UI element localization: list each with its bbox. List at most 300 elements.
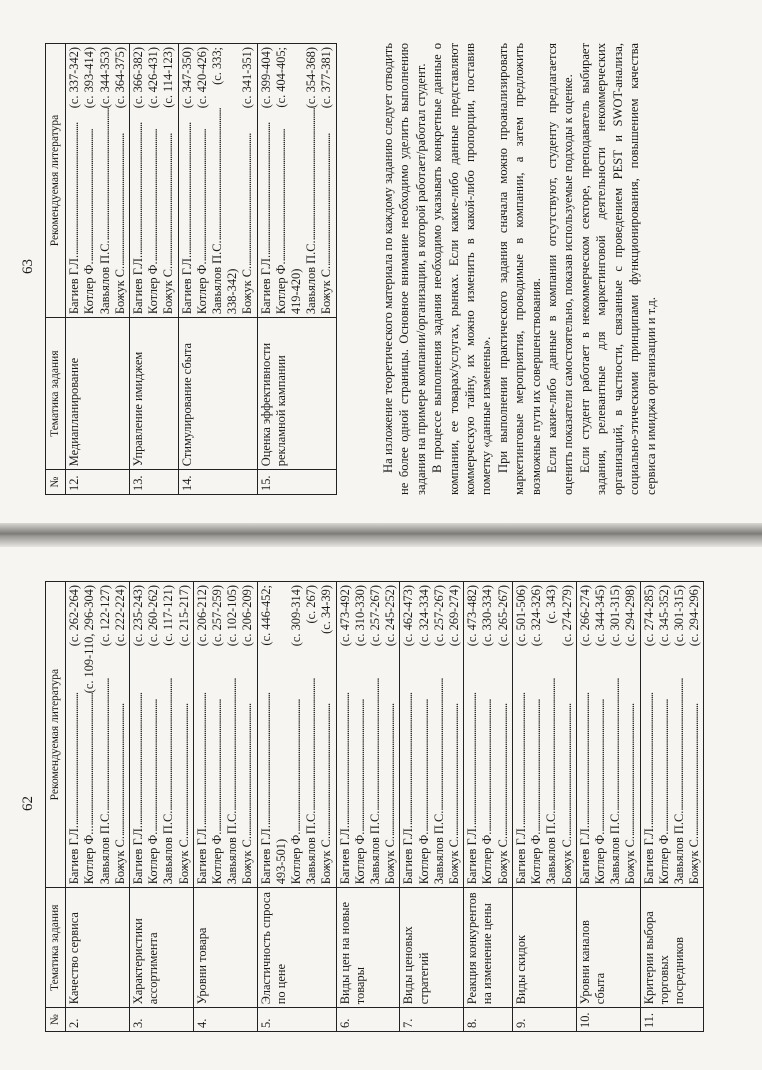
reference-author: Багиев Г.Л. — [67, 254, 82, 315]
leader-dots — [529, 646, 544, 831]
reference-pages: (с. 377-381) — [319, 47, 334, 109]
reference-author: Завьялов П.С. — [97, 810, 112, 885]
reference-author: Божук С. — [112, 836, 127, 885]
leader-dots — [465, 646, 480, 825]
leader-dots — [161, 108, 176, 266]
leader-dots — [560, 646, 575, 836]
reference-pages: (с. 102-105) — [225, 585, 240, 647]
header-refs: Рекомендуемая литература — [46, 44, 66, 318]
reference-line — [480, 585, 495, 884]
reference-pages: (с. 324-326) — [529, 585, 544, 647]
reference-pages: (с. 344-345) — [592, 585, 607, 647]
leader-dots — [67, 108, 82, 255]
reference-author: Котлер Ф. — [82, 261, 97, 315]
row-number: 11. — [640, 1008, 704, 1032]
leader-dots — [210, 85, 225, 241]
body-text — [380, 43, 659, 495]
leader-dots — [401, 646, 416, 825]
reference-line — [195, 585, 210, 884]
row-references — [576, 582, 640, 888]
header-topic: Тематика задания — [46, 318, 66, 470]
row-number: 13. — [130, 470, 179, 495]
reference-line — [67, 585, 82, 884]
reference-author: Котлер Ф... — [82, 825, 97, 885]
leader-dots — [304, 624, 319, 811]
reference-pages: (с. 366-382) — [131, 47, 146, 109]
reference-line — [608, 585, 623, 884]
reference-line — [465, 585, 480, 884]
reference-line — [304, 47, 319, 314]
page-number: 62 — [20, 796, 36, 811]
reference-author: Божук С. — [319, 265, 334, 315]
reference-pages: (с. 294-296) — [687, 585, 702, 647]
leader-dots — [593, 646, 608, 831]
row-references — [130, 582, 194, 888]
row-topic: Уровни товара — [193, 888, 257, 1008]
reference-line — [82, 585, 97, 884]
row-topic: Критерии выбора торговых посредников — [640, 888, 704, 1008]
reference-line — [161, 585, 176, 884]
reference-line — [447, 585, 462, 884]
leader-dots — [113, 108, 128, 266]
reference-author: Котлер Ф. — [146, 261, 161, 315]
reference-pages: (с. 393-414) — [82, 47, 97, 109]
row-topic: Виды скидок — [512, 888, 576, 1008]
reference-line — [529, 585, 544, 884]
reference-line — [368, 585, 383, 884]
reference-line — [289, 585, 304, 884]
leader-dots — [623, 646, 638, 836]
reference-pages: (с. 260-262) — [146, 585, 161, 647]
reference-line — [544, 585, 559, 884]
reference-author: Божук С. — [559, 836, 574, 885]
reference-author: Божук С. — [240, 265, 255, 315]
reference-pages: (с. 404-405; — [273, 47, 288, 108]
leader-dots — [240, 646, 255, 836]
reference-author: Божук С. — [383, 836, 398, 885]
reference-pages: (с. 347-350) — [179, 47, 194, 109]
reference-pages: (с. 324-334) — [416, 585, 431, 647]
row-references — [257, 582, 336, 888]
reference-pages: (с. 109-110, 296-304) — [82, 585, 97, 694]
leader-dots — [319, 108, 334, 266]
paragraph: Если какие-либо данные в компании отсутствуют, студенту предлагается оценить показатели самостоятельно, показав используемые подходы к оценке. — [545, 43, 576, 495]
reference-pages: (с. 446-452; — [258, 585, 273, 646]
reference-author: Багиев Г.Л. — [465, 825, 480, 885]
reference-author: Божук С. — [623, 836, 638, 885]
reference-line — [146, 585, 161, 884]
reference-line — [98, 585, 113, 884]
reference-author: 338-342) — [225, 268, 240, 315]
reference-author: Божук С. — [447, 836, 462, 885]
row-references — [400, 582, 464, 888]
row-references — [464, 582, 513, 888]
assignments-table — [45, 43, 337, 495]
reference-line — [593, 585, 608, 884]
reference-author: Божук С. — [687, 836, 702, 885]
right-page — [0, 0, 762, 533]
reference-line — [225, 47, 240, 314]
reference-pages: (с. 274-285) — [641, 585, 656, 647]
reference-line — [240, 585, 255, 884]
leader-dots — [131, 108, 146, 255]
row-topic: Уровни каналов сбыта — [576, 888, 640, 1008]
reference-pages: (с. 266-274) — [577, 585, 592, 647]
reference-author: Багиев Г.Л. — [641, 825, 656, 885]
reference-line — [578, 585, 593, 884]
reference-pages: (с. 235-243) — [131, 585, 146, 647]
leader-dots — [98, 646, 113, 810]
reference-pages: (с. 344-353) — [97, 47, 112, 109]
row-topic: Стимулирование сбыта — [178, 318, 257, 470]
reference-pages: (с. 473-492) — [337, 585, 352, 647]
leader-dots — [304, 108, 319, 240]
reference-pages: (с. 462-473) — [401, 585, 416, 647]
reference-pages: (с. 310-330) — [352, 585, 367, 647]
reference-line — [131, 585, 146, 884]
leader-dots — [544, 624, 559, 811]
reference-author: Котлер Ф. — [273, 261, 288, 315]
leader-dots — [319, 634, 334, 836]
paragraph: В процессе выполнения задания необходимо указывать конкретные данные о компании, ее товарах/услугах, рынках. Если какие-либо данные представляют коммерческую тайну, их можно изменить в какой-либо пропорции, поставив пометку «данные изменены». — [430, 43, 494, 495]
reference-pages: (с. 274-279) — [559, 585, 574, 647]
leader-dots — [447, 646, 462, 836]
leader-dots — [210, 646, 225, 831]
row-references — [512, 582, 576, 888]
reference-author: Котлер Ф. — [146, 831, 161, 885]
reference-line — [417, 585, 432, 884]
row-topic: Оценка эффективности рекламной кампании — [257, 318, 336, 470]
reference-author: Багиев Г.Л. — [401, 825, 416, 885]
leader-dots — [98, 108, 113, 240]
leader-dots — [338, 646, 353, 825]
table-row — [512, 582, 576, 1032]
table-row — [130, 44, 179, 495]
table-row — [257, 582, 336, 1032]
reference-pages: (с. 122-127) — [97, 585, 112, 647]
reference-line — [180, 47, 195, 314]
reference-pages: (с. 206-209) — [240, 585, 255, 647]
reference-pages: (с. 114-123) — [161, 47, 176, 108]
reference-line — [131, 47, 146, 314]
reference-line — [259, 585, 274, 884]
row-references — [336, 582, 400, 888]
book-gutter — [0, 523, 762, 547]
leader-dots — [480, 646, 495, 831]
table-header-row — [46, 44, 66, 495]
reference-line — [401, 585, 416, 884]
reference-pages: (с. 301-315) — [608, 585, 623, 647]
reference-pages: (с. 399-404) — [258, 47, 273, 109]
reference-pages: (с. 222-224) — [112, 585, 127, 647]
reference-line — [623, 585, 638, 884]
reference-author: Багиев Г.Л. — [337, 825, 352, 885]
reference-author: 493-501) — [273, 838, 288, 885]
reference-pages: (с. 34-39) — [319, 585, 334, 634]
reference-line — [259, 47, 274, 314]
leader-dots — [180, 108, 195, 255]
reference-line — [289, 47, 304, 314]
reference-pages: (с. 257-267) — [431, 585, 446, 647]
reference-author: Котлер Ф. — [194, 261, 209, 315]
reference-pages: (с. 337-342) — [67, 47, 82, 109]
leader-dots — [432, 646, 447, 810]
reference-author: Котлер Ф. — [480, 831, 495, 885]
leader-dots — [514, 646, 529, 825]
reference-line — [113, 585, 128, 884]
reference-pages: (с. 262-264) — [67, 585, 82, 647]
leader-dots — [113, 646, 128, 836]
row-references — [178, 44, 257, 318]
reference-pages: (с. 294-298) — [623, 585, 638, 647]
reference-line — [146, 47, 161, 314]
page-number: 63 — [20, 259, 36, 274]
row-references — [66, 582, 130, 888]
paragraph: На изложение теоретического материала по каждому заданию следует отводить не более одной страницы. Основное внимание необходимо уделить выполнению задания на примере компании/организации, в которой работает/работал студент. — [381, 43, 428, 495]
reference-line — [82, 47, 97, 314]
reference-author: Завьялов П.С. — [608, 810, 623, 885]
reference-author: Багиев Г.Л. — [577, 825, 592, 885]
reference-pages: (с. 265-267) — [495, 585, 510, 647]
reference-line — [496, 585, 511, 884]
leader-dots — [687, 646, 702, 836]
leader-dots — [82, 108, 97, 261]
reference-author: Котлер Ф. — [416, 831, 431, 885]
table-row — [400, 582, 464, 1032]
leader-dots — [225, 646, 240, 810]
reference-pages: (с. 345-352) — [656, 585, 671, 647]
reference-line — [240, 47, 255, 314]
reference-author: Божук С. — [240, 836, 255, 885]
row-references — [640, 582, 704, 888]
leader-dots — [195, 646, 210, 825]
header-num: № — [46, 470, 66, 495]
reference-author: Завьялов П.С. — [544, 810, 559, 885]
row-number: 14. — [178, 470, 257, 495]
row-topic: Качество сервиса — [66, 888, 130, 1008]
reference-pages: (с. 301-315) — [671, 585, 686, 647]
leader-dots — [131, 646, 146, 825]
reference-line — [319, 47, 334, 314]
reference-line — [67, 47, 82, 314]
row-topic: Характеристики ассортимента — [130, 888, 194, 1008]
reference-line — [672, 585, 687, 884]
leader-dots — [353, 646, 368, 831]
leader-dots — [259, 646, 274, 826]
reference-pages: (с. 309-314) — [289, 585, 304, 647]
reference-author: Багиев Г.Л. — [131, 825, 146, 885]
table-row — [178, 44, 257, 495]
reference-author: Завьялов П.С. — [210, 240, 225, 315]
reference-author: Багиев Г.Л. — [179, 254, 194, 315]
reference-line — [161, 47, 176, 314]
row-number: 12. — [66, 470, 130, 495]
row-references — [66, 44, 130, 318]
leader-dots — [274, 108, 289, 262]
reference-line — [195, 47, 210, 314]
reference-pages: (с. 257-259) — [210, 585, 225, 647]
table-row — [193, 582, 257, 1032]
reference-pages: (с. 333; — [210, 47, 225, 85]
reference-author: Божук С. — [319, 836, 334, 885]
reference-author: Завьялов П.С. — [225, 810, 240, 885]
leader-dots — [657, 646, 672, 831]
table-header-row — [46, 582, 66, 1032]
leader-dots — [496, 646, 511, 836]
reference-line — [338, 585, 353, 884]
row-number: 2. — [66, 1008, 130, 1032]
row-number: 4. — [193, 1008, 257, 1032]
leader-dots — [672, 646, 687, 810]
reference-line — [514, 585, 529, 884]
table-row — [66, 44, 130, 495]
table-body — [66, 44, 336, 495]
reference-pages: (с. 215-217) — [176, 585, 191, 647]
leader-dots — [383, 646, 398, 836]
leader-dots — [146, 108, 161, 261]
reference-author: Багиев Г.Л. — [67, 825, 82, 885]
row-topic: Управление имиджем — [130, 318, 179, 470]
paragraph: Если студент работает в некоммерческом секторе, преподаватель выбирает задания, релевантные для маркетинговой деятельности некоммерческих организаций, в частности, связанные с проведением PEST и SWOT-анализа, социально-этическими принципами функционирования, повышением качества сервиса и имиджа организации и т.д. — [577, 43, 658, 495]
reference-line — [274, 585, 289, 884]
reference-author: Завьялов П.С. — [368, 810, 383, 885]
table-row — [257, 44, 336, 495]
reference-line — [225, 585, 240, 884]
reference-author: Завьялов П.С. — [161, 810, 176, 885]
reference-pages: (с. 420-426) — [194, 47, 209, 109]
leader-dots — [177, 646, 192, 836]
row-number: 6. — [336, 1008, 400, 1032]
row-number: 8. — [464, 1008, 513, 1032]
reference-author: Завьялов П.С. — [304, 240, 319, 315]
left-page — [0, 537, 762, 1070]
leader-dots — [368, 646, 383, 810]
reference-author: Багиев Г.Л. — [513, 825, 528, 885]
reference-author: Багиев Г.Л. — [194, 825, 209, 885]
leader-dots — [67, 646, 82, 825]
reference-author: Завьялов П.С. — [431, 810, 446, 885]
reference-line — [353, 585, 368, 884]
reference-author: Божук С. — [161, 265, 176, 315]
table-row — [640, 582, 704, 1032]
reference-author: 419-420) — [289, 268, 304, 315]
reference-author: Котлер Ф. — [592, 831, 607, 885]
leader-dots — [608, 646, 623, 810]
reference-author: Котлер Ф. — [210, 831, 225, 885]
reference-pages: (с. 354-368) — [304, 47, 319, 109]
reference-author: Божук С. — [112, 265, 127, 315]
reference-author: Божук С. — [495, 836, 510, 885]
row-number: 9. — [512, 1008, 576, 1032]
leader-dots — [259, 108, 274, 255]
reference-line — [210, 585, 225, 884]
reference-pages: (с. 267) — [304, 585, 319, 624]
header-refs: Рекомендуемая литература — [46, 582, 66, 888]
row-number: 3. — [130, 1008, 194, 1032]
table-row — [66, 582, 130, 1032]
reference-pages: (с. 426-431) — [146, 47, 161, 109]
leader-dots — [82, 693, 97, 825]
reference-line — [177, 585, 192, 884]
row-number: 10. — [576, 1008, 640, 1032]
row-number: 15. — [257, 470, 336, 495]
row-topic: Эластичность спроса по цене — [257, 888, 336, 1008]
reference-line — [383, 585, 398, 884]
reference-pages: (с. 473-482) — [465, 585, 480, 647]
reference-author: Завьялов П.С. — [304, 810, 319, 885]
row-topic: Реакция конкурентов на изменение цены — [464, 888, 513, 1008]
reference-author: Котлер Ф. — [656, 831, 671, 885]
reference-line — [319, 585, 334, 884]
row-topic: Медиапланирование — [66, 318, 130, 470]
reference-pages: (с. 364-375) — [112, 47, 127, 109]
reference-line — [304, 585, 319, 884]
reference-pages: (с. 117-121) — [161, 585, 176, 646]
reference-line — [210, 47, 225, 314]
table-body — [66, 582, 704, 1032]
leader-dots — [195, 108, 210, 261]
reference-author: Божук С. — [176, 836, 191, 885]
reference-line — [274, 47, 289, 314]
reference-line — [560, 585, 575, 884]
reference-pages: (с. 206-212) — [194, 585, 209, 647]
leader-dots — [161, 646, 176, 811]
reference-pages: (с. 330-334) — [480, 585, 495, 647]
reference-pages: (с. 269-274) — [447, 585, 462, 647]
assignments-table — [45, 581, 704, 1032]
row-references — [257, 44, 336, 318]
row-topic: Виды цен на новые товары — [336, 888, 400, 1008]
reference-author: Багиев Г.Л. — [258, 825, 273, 885]
table-row — [130, 582, 194, 1032]
reference-pages: (с. 343) — [544, 585, 559, 624]
reference-pages: (с. 245-252) — [383, 585, 398, 647]
row-references — [130, 44, 179, 318]
reference-line — [657, 585, 672, 884]
row-number: 7. — [400, 1008, 464, 1032]
reference-pages: (с. 341-351) — [240, 47, 255, 109]
reference-line — [432, 585, 447, 884]
reference-author: Завьялов П.С. — [97, 240, 112, 315]
row-references — [193, 582, 257, 888]
table-row — [464, 582, 513, 1032]
paragraph: При выполнении практического задания сначала можно проанализировать маркетинговые мероприятия, проводимые в компании, а затем предложить возможные пути их совершенствования. — [495, 43, 543, 495]
leader-dots — [417, 646, 432, 831]
header-topic: Тематика задания — [46, 888, 66, 1008]
reference-author: Котлер Ф. — [529, 831, 544, 885]
reference-author: Котлер Ф. — [289, 831, 304, 885]
row-number: 5. — [257, 1008, 336, 1032]
reference-author: Завьялов П.С. — [671, 810, 686, 885]
reference-pages: (с. 501-506) — [513, 585, 528, 647]
leader-dots — [289, 646, 304, 831]
table-row — [576, 582, 640, 1032]
reference-line — [687, 585, 702, 884]
reference-line — [642, 585, 657, 884]
header-num: № — [46, 1008, 66, 1032]
reference-author: Багиев Г.Л. — [131, 254, 146, 315]
reference-line — [98, 47, 113, 314]
leader-dots — [240, 108, 255, 266]
table-row — [336, 582, 400, 1032]
row-topic: Виды ценовых стратегий — [400, 888, 464, 1008]
leader-dots — [146, 646, 161, 831]
reference-author: Багиев Г.Л. — [258, 254, 273, 315]
leader-dots — [578, 646, 593, 825]
reference-author: Котлер Ф. — [352, 831, 367, 885]
reference-line — [113, 47, 128, 314]
reference-pages: (с. 257-267) — [368, 585, 383, 647]
